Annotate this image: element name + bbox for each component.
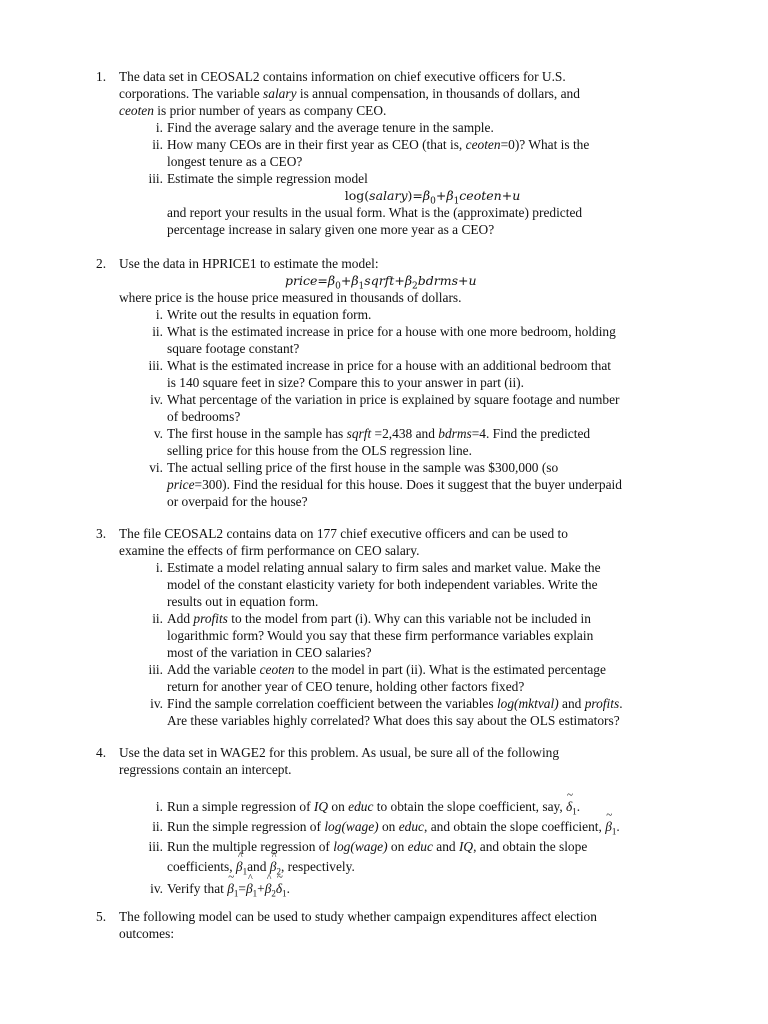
text-line: corporations. The variable salary is annual compensation, in thousands of dollars, and xyxy=(119,86,580,101)
question-number: 4. xyxy=(96,745,107,760)
subpart-iv: iv. What percentage of the variation in price is explained by square footage and number xyxy=(150,392,620,407)
beta-tilde-symbol: ~ β xyxy=(605,818,612,835)
text-line: price=300). Find the residual for this house. Does it suggest that the buyer underpaid xyxy=(167,477,622,492)
text-line: The following model can be used to study whether campaign expenditures affect election xyxy=(119,909,597,924)
subpart-ii: ii. How many CEOs are in their first year as CEO (that is, ceoten=0)? What is the xyxy=(152,137,590,152)
question-4 xyxy=(96,744,696,897)
subpart-i: i. Find the average salary and the average tenure in the sample. xyxy=(155,120,494,135)
text-line: is 140 square feet in size? Compare this to your answer in part (ii). xyxy=(167,375,524,390)
subpart-v: v. The first house in the sample has sqrft =2,438 and bdrms=4. Find the predicted xyxy=(153,426,591,441)
text-line: regressions contain an intercept. xyxy=(119,762,292,777)
subpart-iii: iii. Run the multiple regression of log(wage) on educ and IQ, and obtain the slope xyxy=(148,839,588,854)
beta-hat-symbol: ^ β xyxy=(270,858,277,875)
text-line: logarithmic form? Would you say that these firm performance variables explain xyxy=(167,628,594,643)
text-line: and report your results in the usual form. What is the (approximate) predicted xyxy=(167,205,583,220)
question-3 xyxy=(96,525,696,729)
text-line: The data set in CEOSAL2 contains information on chief executive officers for U.S. xyxy=(119,69,566,84)
text-line: coefficients, ^ $\beta_1and$ ^ $\beta_2$, respectively. xyxy=(119,858,696,875)
equation: $price=\beta_0+\beta_1sqrft+\beta_2bdrms+u$ xyxy=(285,273,477,292)
text-line: return for another year of CEO tenure, holding other factors fixed? xyxy=(167,679,525,694)
text-line: longest tenure as a CEO? xyxy=(167,154,303,169)
subpart-i: i. Run a simple regression of IQ on educ to obtain the slope coefficient, say, ~ $\delta_1$. xyxy=(119,798,696,815)
subpart-ii: ii. What is the estimated increase in price for a house with one more bedroom, holding xyxy=(152,324,616,339)
text-line: or overpaid for the house? xyxy=(167,494,308,509)
text-line: model of the constant elasticity variety for both independent variables. Write the xyxy=(167,577,598,592)
text-line: selling price for this house from the OLS regression line. xyxy=(167,443,472,458)
question-1 xyxy=(96,68,696,238)
text-line: Use the data set in WAGE2 for this problem. As usual, be sure all of the following xyxy=(119,745,560,760)
equation: $\log(salary)=\beta_0+\beta_1ceoten+u$ xyxy=(344,188,521,207)
text-line: square footage constant? xyxy=(167,341,300,356)
question-number: 2. xyxy=(96,256,107,271)
subpart-ii: ii. Run the simple regression of log(wage) on educ, and obtain the slope coefficient, ~ $\beta_1$. xyxy=(119,818,696,835)
text-line: where price is the house price measured in thousands of dollars. xyxy=(119,290,462,305)
text-line: results out in equation form. xyxy=(167,594,319,609)
text-line: outcomes: xyxy=(119,926,175,941)
beta-hat-symbol: ^ β xyxy=(236,858,243,875)
subpart-iv: iv. Verify that ~ $\beta_1=\^{}$ $\beta_1+\^{}$ $\beta_2\sim$ $\delta_1$. xyxy=(119,880,696,897)
subpart-ii: ii. Add profits to the model from part (i). Why can this variable not be included in xyxy=(152,611,591,626)
question-number: 5. xyxy=(96,909,107,924)
text-line: percentage increase in salary given one more year as a CEO? xyxy=(167,222,495,237)
question-number: 3. xyxy=(96,526,107,541)
subpart-iii: iii. Add the variable ceoten to the model in part (ii). What is the estimated percentage xyxy=(148,662,606,677)
subpart-vi: vi. The actual selling price of the first house in the sample was $300,000 (so xyxy=(149,460,559,475)
text-line: The file CEOSAL2 contains data on 177 chief executive officers and can be used to xyxy=(119,526,568,541)
subpart-iii: iii. What is the estimated increase in price for a house with an additional bedroom that xyxy=(148,358,611,373)
text-line: most of the variation in CEO salaries? xyxy=(167,645,372,660)
subpart-i: i. Write out the results in equation form. xyxy=(155,307,372,322)
text-line: of bedrooms? xyxy=(167,409,241,424)
delta-tilde-symbol: ~ δ xyxy=(566,798,572,815)
text-line: Use the data in HPRICE1 to estimate the model: xyxy=(119,256,379,271)
subpart-iv: iv. Find the sample correlation coefficient between the variables log(mktval) and profits. xyxy=(150,696,623,711)
question-5 xyxy=(96,908,696,942)
question-2 xyxy=(96,255,696,510)
text-line: ceoten is prior number of years as company CEO. xyxy=(119,103,387,118)
subpart-i: i. Estimate a model relating annual salary to firm sales and market value. Make the xyxy=(155,560,601,575)
text-line: Are these variables highly correlated? What does this say about the OLS estimators? xyxy=(167,713,620,728)
subpart-iii: iii. Estimate the simple regression model xyxy=(148,171,368,186)
question-number: 1. xyxy=(96,69,107,84)
text-line: examine the effects of firm performance on CEO salary. xyxy=(119,543,420,558)
